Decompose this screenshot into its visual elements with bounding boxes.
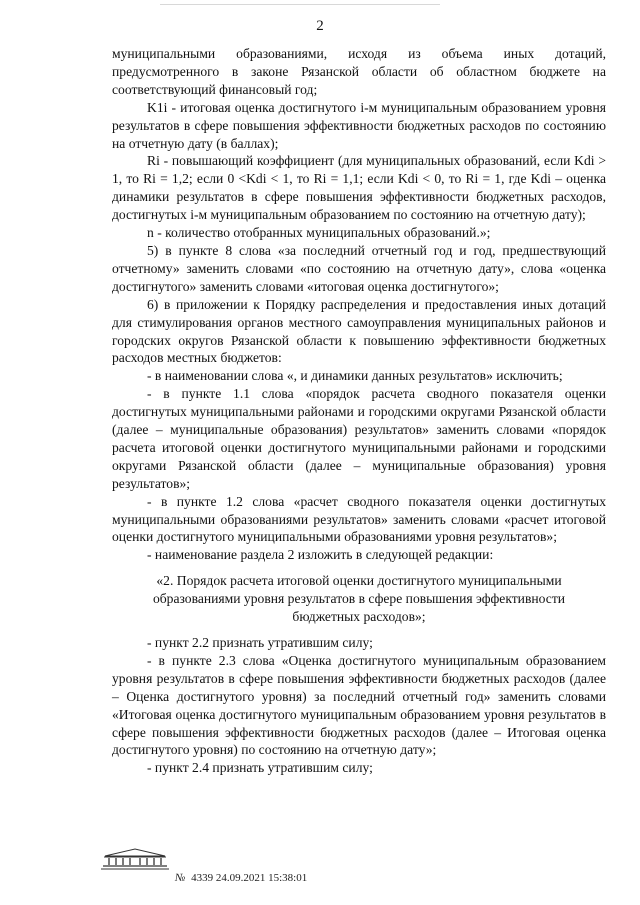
scan-edge-mark: [160, 3, 440, 6]
paragraph: - в пункте 2.3 слова «Оценка достигнутого муниципальным образованием уровня результатов в сфере повышения эффективности бюджетных расходов (далее – Оценка достигнутого уровня) за последний отчетный год» заменить словами «Итоговая оценка достигнутого муниципальным образованием уровня результатов в сфере повышения эффективности бюджетных расходов (далее – Итоговая оценка достигнутого уровня) по состоянию на отчетную дату»;: [112, 652, 606, 758]
paragraph: - пункт 2.2 признать утратившим силу;: [147, 635, 373, 650]
paragraph: K1i - итоговая оценка достигнутого i-м муниципальным образованием уровня результатов в сфере повышения эффективности бюджетных расходов по состоянию на отчетную дату (в баллах);: [112, 99, 606, 151]
paragraph: 6) в приложении к Порядку распределения и предоставления иных дотаций для стимулирования органов местного самоуправления муниципальных районов и городских округов Рязанской области к повышению эффективности бюджетных расходов местных бюджетов:: [112, 296, 606, 366]
paragraph: - в пункте 1.1 слова «порядок расчета сводного показателя оценки достигнутых муниципальными районами и городскими округами Рязанской области (далее – муниципальные образования) результатов» заменить словами «порядок расчета итоговой оценки достигнутого муниципальными районами и городскими округами Рязанской области (далее – муниципальные образования) уровня результатов»;: [112, 386, 606, 491]
section-heading: «2. Порядок расчета итоговой оценки достигнутого муниципальными образованиями уровня результатов в сфере повышения эффективности бюджетных расходов»;: [152, 573, 566, 625]
paragraph: - пункт 2.4 признать утратившим силу;: [147, 760, 373, 776]
paragraph: - в наименовании слова «, и динамики данных результатов» исключить;: [147, 368, 563, 384]
paragraph: 5) в пункте 8 слова «за последний отчетный год и год, предшествующий отчетному» заменить словами «по состоянию на отчетную дату», слова «оценка достигнутого» заменить словами «итоговая оценка достигнутого»;: [112, 242, 606, 294]
paragraph: - наименование раздела 2 изложить в следующей редакции:: [147, 547, 494, 563]
paragraph: n - количество отобранных муниципальных образований.»;: [147, 225, 491, 241]
registration-text: 4339 24.09.2021 15:38:01: [191, 872, 308, 884]
number-sign: №: [175, 872, 186, 884]
document-body: [112, 45, 606, 777]
registration-stamp: [175, 872, 307, 884]
paragraph: муниципальными образованиями, исходя из объема иных дотаций, предусмотренного в законе Рязанской области об областном бюджете на соответствующий финансовый год;: [112, 46, 606, 97]
paragraph: - в пункте 1.2 слова «расчет сводного показателя оценки достигнутых муниципальными образованиями результатов» заменить словами «расчет итоговой оценки достигнутого муниципальными образованиями уровня результатов»;: [112, 493, 606, 545]
page-number: 2: [316, 18, 324, 34]
paragraph: Ri - повышающий коэффициент (для муниципальных образований, если Kdi > 1, то Ri = 1,2; если 0 <Kdi < 1, то Ri = 1,1; если Kdi < 0, то Ri = 1, где Kdi – оценка динамики результатов в сфере повышения эффективности бюджетных расходов, достигнутых i-м муниципальным образованием по состоянию на отчетную дату);: [112, 153, 606, 223]
building-stamp-icon: [100, 848, 170, 870]
footer: [100, 848, 360, 888]
